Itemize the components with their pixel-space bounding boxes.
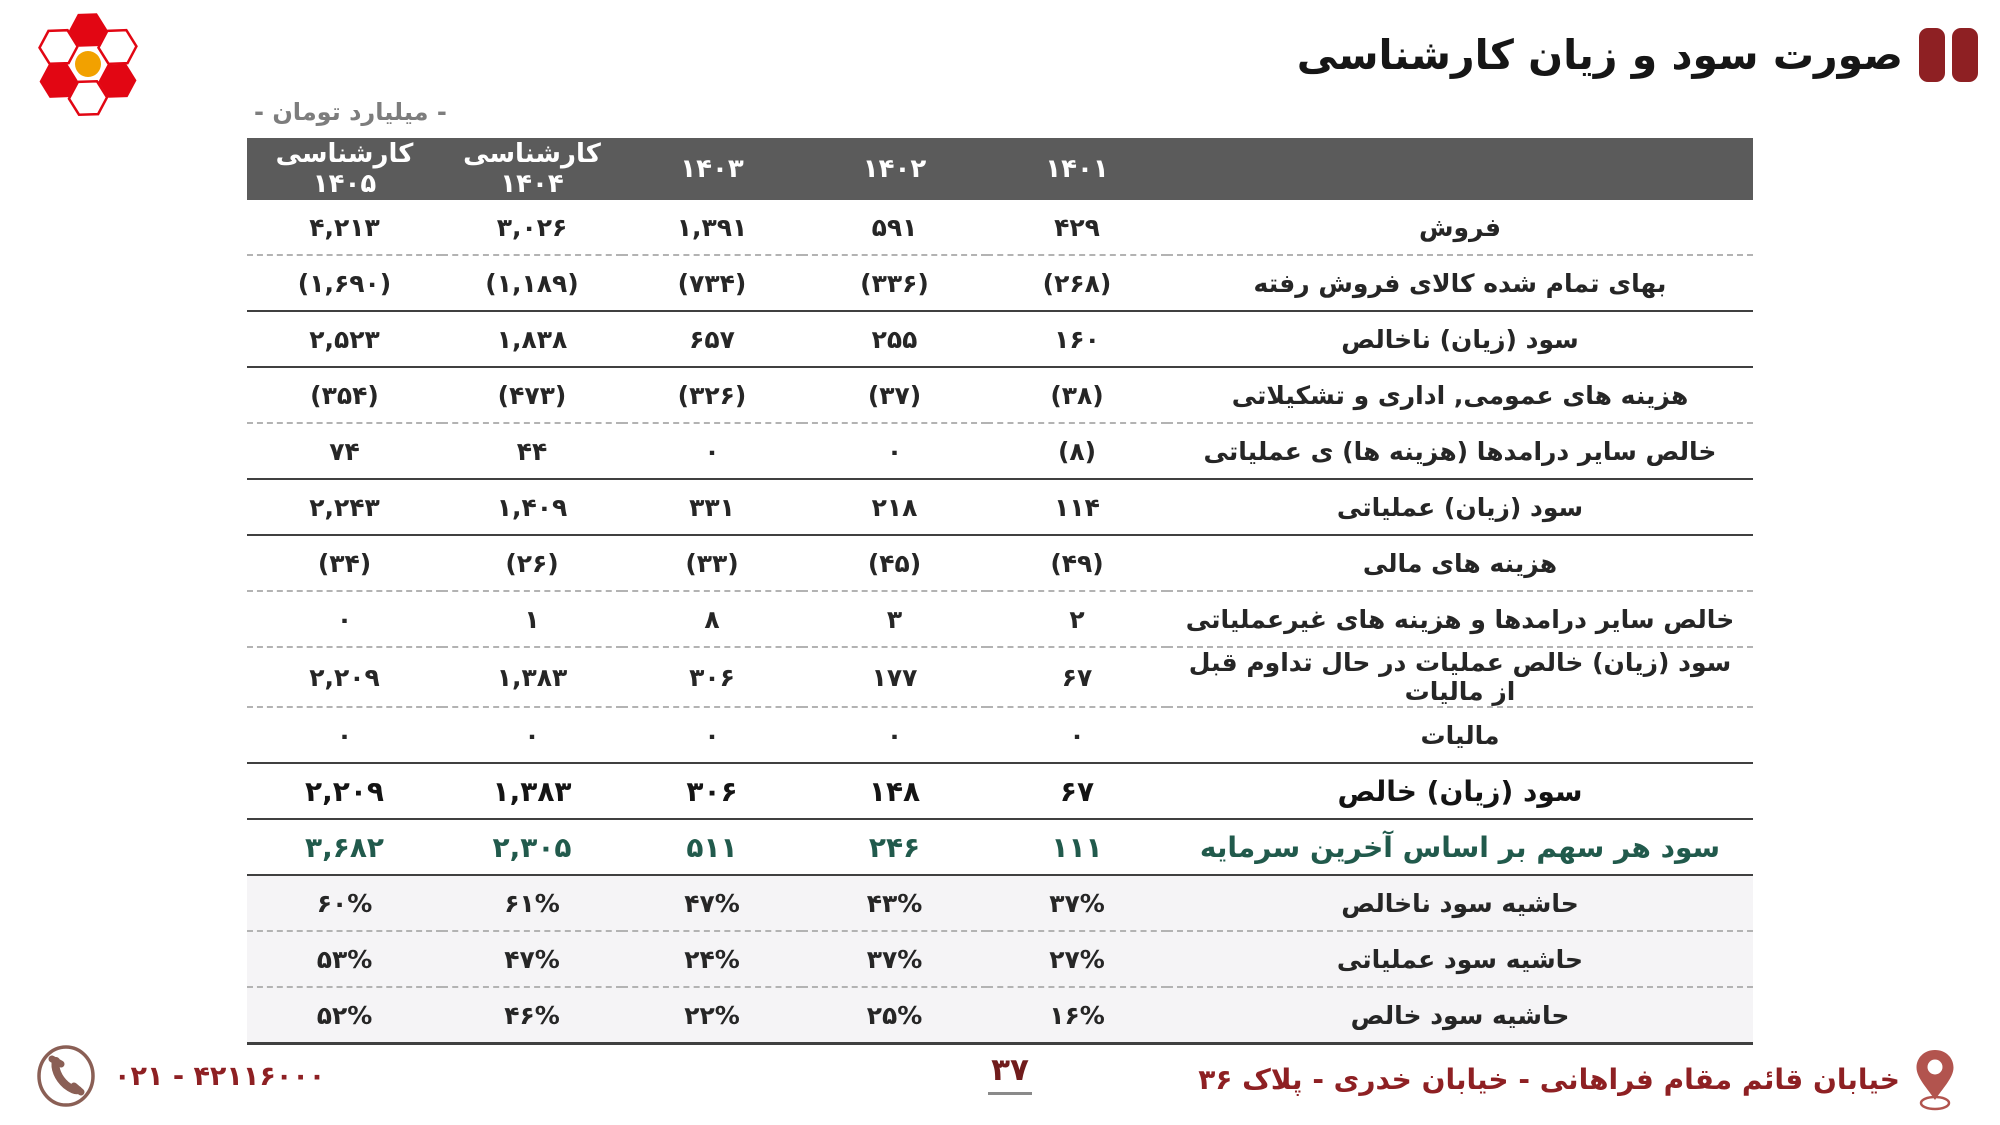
value-cell: ۶۰% xyxy=(247,875,442,931)
value-cell: ۴۴ xyxy=(442,423,622,479)
value-cell: (۳۲۶) xyxy=(622,367,802,423)
value-cell: ۶۷ xyxy=(987,763,1167,819)
value-cell: ۳۰۶ xyxy=(622,763,802,819)
value-cell: (۱,۱۸۹) xyxy=(442,255,622,311)
table-row xyxy=(247,255,1753,311)
value-cell: ۱,۳۹۱ xyxy=(622,200,802,255)
value-cell: ۱,۳۸۳ xyxy=(442,763,622,819)
footer-address xyxy=(1198,1046,1958,1112)
value-cell: (۷۳۴) xyxy=(622,255,802,311)
value-cell: ۲,۵۲۳ xyxy=(247,311,442,367)
row-label: هزینه های عمومی, اداری و تشکیلاتی xyxy=(1167,367,1753,423)
page-number-block xyxy=(975,1052,1045,1095)
value-cell: ۱۶۰ xyxy=(987,311,1167,367)
company-logo xyxy=(28,2,148,122)
value-cell: ۴۷% xyxy=(442,931,622,987)
value-cell: ۴۲۹ xyxy=(987,200,1167,255)
value-cell: ۶۱% xyxy=(442,875,622,931)
value-cell: ۰ xyxy=(622,707,802,763)
row-label: سود (زیان) ناخالص xyxy=(1167,311,1753,367)
value-cell: ۰ xyxy=(987,707,1167,763)
value-cell: ۲۵۵ xyxy=(802,311,987,367)
page-number: ۳۷ xyxy=(991,1052,1029,1088)
table-row xyxy=(247,423,1753,479)
value-cell: ۱۶% xyxy=(987,987,1167,1044)
value-cell: ۱,۸۳۸ xyxy=(442,311,622,367)
value-cell: (۲۶۸) xyxy=(987,255,1167,311)
value-cell: ۵۲% xyxy=(247,987,442,1044)
value-cell: (۳۴) xyxy=(247,535,442,591)
value-cell: (۴۹) xyxy=(987,535,1167,591)
table-row xyxy=(247,707,1753,763)
table-header-row xyxy=(247,138,1753,200)
value-cell: ۳,۰۲۶ xyxy=(442,200,622,255)
profit-loss-table xyxy=(247,138,1753,1045)
value-cell: ۵۹۱ xyxy=(802,200,987,255)
value-cell: ۲۱۸ xyxy=(802,479,987,535)
value-cell: (۳۳۶) xyxy=(802,255,987,311)
column-header: ۱۴۰۳ xyxy=(622,138,802,200)
value-cell: (۲۶) xyxy=(442,535,622,591)
row-label: حاشیه سود خالص xyxy=(1167,987,1753,1044)
value-cell: ۳ xyxy=(802,591,987,647)
table-row xyxy=(247,763,1753,819)
value-cell: (۴۷۳) xyxy=(442,367,622,423)
value-cell: ۲۴% xyxy=(622,931,802,987)
value-cell: ۲۴۶ xyxy=(802,819,987,875)
column-header: ۱۴۰۲ xyxy=(802,138,987,200)
value-cell: ۳۰۶ xyxy=(622,647,802,707)
value-cell: ۲۷% xyxy=(987,931,1167,987)
value-cell: ۱,۳۸۳ xyxy=(442,647,622,707)
page-title-bar xyxy=(1297,28,1978,82)
table-row xyxy=(247,987,1753,1044)
value-cell: ۰ xyxy=(802,423,987,479)
column-header: کارشناسی ۱۴۰۴ xyxy=(442,138,622,200)
hexagon-pinwheel-logo xyxy=(28,2,148,122)
row-label: سود (زیان) خالص xyxy=(1167,763,1753,819)
value-cell: ۱۱۴ xyxy=(987,479,1167,535)
row-label: سود (زیان) عملیاتی xyxy=(1167,479,1753,535)
value-cell: ۳۷% xyxy=(987,875,1167,931)
value-cell: (۴۵) xyxy=(802,535,987,591)
value-cell: ۲۵% xyxy=(802,987,987,1044)
value-cell: ۱ xyxy=(442,591,622,647)
table-row xyxy=(247,535,1753,591)
value-cell: ۱۷۷ xyxy=(802,647,987,707)
table-row xyxy=(247,200,1753,255)
row-label: بهای تمام شده کالای فروش رفته xyxy=(1167,255,1753,311)
row-label: هزینه های مالی xyxy=(1167,535,1753,591)
row-label: مالیات xyxy=(1167,707,1753,763)
value-cell: ۴,۲۱۳ xyxy=(247,200,442,255)
location-pin-icon xyxy=(1912,1046,1958,1112)
row-label: سود هر سهم بر اساس آخرین سرمایه xyxy=(1167,819,1753,875)
value-cell: ۲,۳۰۵ xyxy=(442,819,622,875)
value-cell: ۸ xyxy=(622,591,802,647)
value-cell: (۳۸) xyxy=(987,367,1167,423)
value-cell: ۳۷% xyxy=(802,931,987,987)
phone-icon xyxy=(34,1044,98,1108)
table-row xyxy=(247,875,1753,931)
table-row xyxy=(247,479,1753,535)
table-row xyxy=(247,819,1753,875)
value-cell: ۶۵۷ xyxy=(622,311,802,367)
value-cell: ۳۳۱ xyxy=(622,479,802,535)
value-cell: ۴۶% xyxy=(442,987,622,1044)
page-number-underline xyxy=(988,1092,1032,1095)
value-cell: ۲,۲۴۳ xyxy=(247,479,442,535)
row-label: سود (زیان) خالص عملیات در حال تداوم قبل از مالیات xyxy=(1167,647,1753,707)
title-accent-squares-icon xyxy=(1919,28,1978,82)
value-cell: (۳۵۴) xyxy=(247,367,442,423)
row-label: حاشیه سود ناخالص xyxy=(1167,875,1753,931)
value-cell: (۱,۶۹۰) xyxy=(247,255,442,311)
value-cell: (۸) xyxy=(987,423,1167,479)
value-cell: ۶۷ xyxy=(987,647,1167,707)
row-label: فروش xyxy=(1167,200,1753,255)
table-row xyxy=(247,367,1753,423)
value-cell: ۱,۴۰۹ xyxy=(442,479,622,535)
value-cell: ۱۴۸ xyxy=(802,763,987,819)
value-cell: ۰ xyxy=(802,707,987,763)
value-cell: ۱۱۱ xyxy=(987,819,1167,875)
table-row xyxy=(247,647,1753,707)
value-cell: ۳,۶۸۲ xyxy=(247,819,442,875)
value-cell: ۲ xyxy=(987,591,1167,647)
value-cell: ۰ xyxy=(247,591,442,647)
value-cell: ۴۷% xyxy=(622,875,802,931)
value-cell: ۵۳% xyxy=(247,931,442,987)
value-cell: ۴۳% xyxy=(802,875,987,931)
value-cell: ۰ xyxy=(247,707,442,763)
column-header-labels xyxy=(1167,138,1753,200)
column-header: کارشناسی ۱۴۰۵ xyxy=(247,138,442,200)
phone-number: ۰۲۱ - ۴۲۱۱۶۰۰۰ xyxy=(114,1060,326,1092)
value-cell: ۷۴ xyxy=(247,423,442,479)
value-cell: ۵۱۱ xyxy=(622,819,802,875)
column-header: ۱۴۰۱ xyxy=(987,138,1167,200)
value-cell: (۳۳) xyxy=(622,535,802,591)
table-row xyxy=(247,311,1753,367)
value-cell: (۳۷) xyxy=(802,367,987,423)
row-label: خالص سایر درامدها (هزینه ها) ی عملیاتی xyxy=(1167,423,1753,479)
footer-phone xyxy=(34,1044,325,1108)
value-cell: ۲۲% xyxy=(622,987,802,1044)
value-cell: ۲,۲۰۹ xyxy=(247,763,442,819)
value-cell: ۰ xyxy=(442,707,622,763)
row-label: حاشیه سود عملیاتی xyxy=(1167,931,1753,987)
page-title: صورت سود و زیان کارشناسی xyxy=(1296,31,1903,79)
table-row xyxy=(247,931,1753,987)
table-row xyxy=(247,591,1753,647)
address-text: خیابان قائم مقام فراهانی - خیابان خدری - پلاک ۳۶ xyxy=(1198,1062,1900,1096)
row-label: خالص سایر درامدها و هزینه های غیرعملیاتی xyxy=(1167,591,1753,647)
value-cell: ۰ xyxy=(622,423,802,479)
unit-note: - میلیارد تومان - xyxy=(254,98,447,126)
value-cell: ۲,۲۰۹ xyxy=(247,647,442,707)
